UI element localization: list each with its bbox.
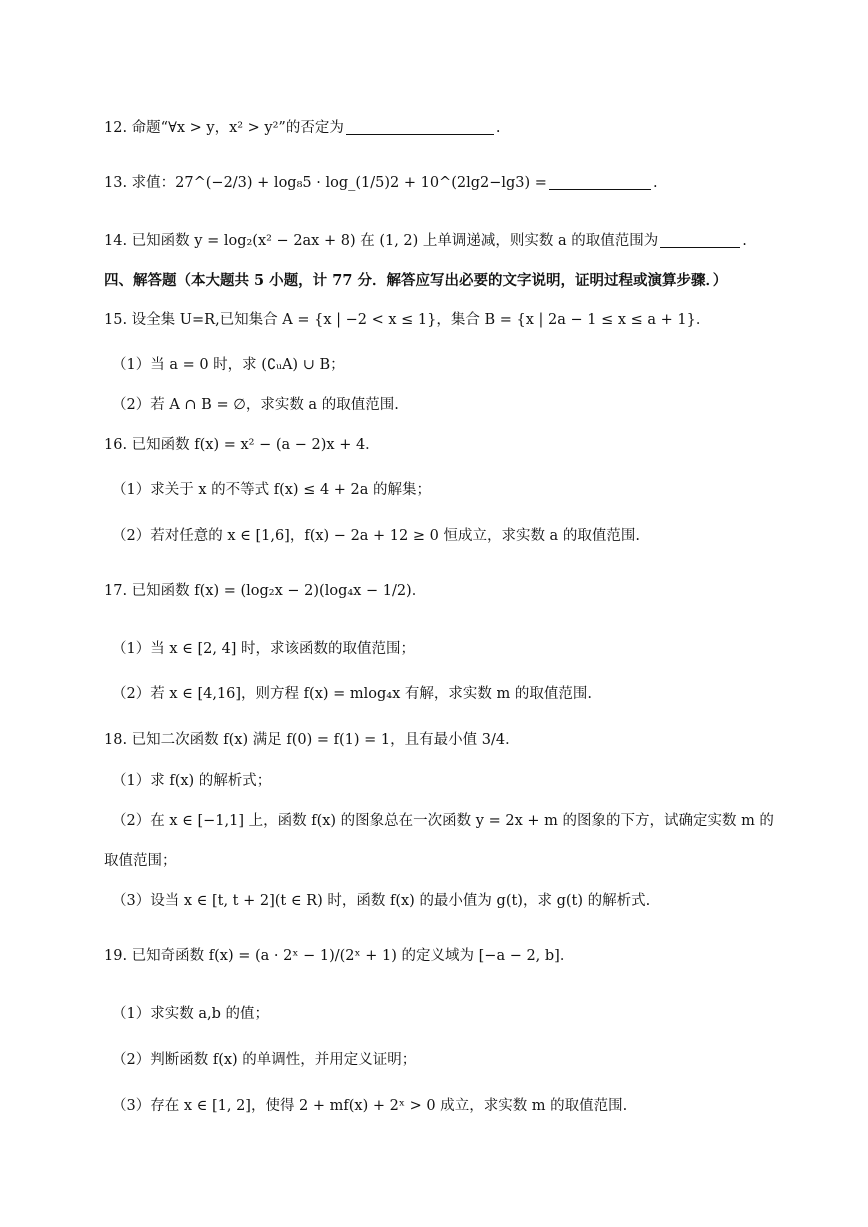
- question-14: 14. 已知函数 y = log₂(x² − 2ax + 8) 在 (1, 2) 上单调递减，则实数 a 的取值范围为 .: [104, 233, 747, 249]
- question-12-text: 12. 命题“∀x > y，x² > y²”的否定为: [104, 120, 344, 136]
- question-19-part-1: （1）求实数 a,b 的值；: [112, 1006, 269, 1022]
- question-18-part-2: （2）在 x ∈ [−1,1] 上，函数 f(x) 的图象总在一次函数 y = 2x + m 的图象的下方，试确定实数 m 的: [112, 813, 774, 829]
- question-17: 17. 已知函数 f(x) = (log₂x − 2)(log₄x − 1/2)．: [104, 583, 427, 599]
- question-16: 16. 已知函数 f(x) = x² − (a − 2)x + 4．: [104, 437, 380, 453]
- answer-blank[interactable]: [660, 247, 740, 248]
- question-17-part-1: （1）当 x ∈ [2, 4] 时，求该函数的取值范围；: [112, 641, 416, 657]
- question-18-part-3: （3）设当 x ∈ [t, t + 2](t ∈ R) 时，函数 f(x) 的最小值为 g(t)，求 g(t) 的解析式.: [112, 893, 651, 909]
- question-13-text: 13. 求值：27^(−2/3) + log₈5 · log_(1/5)2 + 10^(2lg2−lg3) =: [104, 175, 547, 191]
- question-15-part-2: （2）若 A ∩ B = ∅，求实数 a 的取值范围.: [112, 397, 399, 413]
- question-14-text: 14. 已知函数 y = log₂(x² − 2ax + 8) 在 (1, 2) 上单调递减，则实数 a 的取值范围为: [104, 233, 659, 249]
- question-19-part-2: （2）判断函数 f(x) 的单调性，并用定义证明；: [112, 1052, 417, 1068]
- question-19: 19. 已知奇函数 f(x) = (a · 2ˣ − 1)/(2ˣ + 1) 的定义域为 [−a − 2, b]．: [104, 948, 575, 964]
- section-heading: 四、解答题（本大题共 5 小题，计 77 分．解答应写出必要的文字说明，证明过程或演算步骤．）: [104, 272, 728, 289]
- question-17-part-2: （2）若 x ∈ [4,16]，则方程 f(x) = mlog₄x 有解，求实数 m 的取值范围.: [112, 686, 592, 702]
- question-18: 18. 已知二次函数 f(x) 满足 f(0) = f(1) = 1，且有最小值 3/4．: [104, 732, 520, 748]
- question-19-part-3: （3）存在 x ∈ [1, 2]，使得 2 + mf(x) + 2ˣ > 0 成立，求实数 m 的取值范围.: [112, 1098, 628, 1114]
- answer-blank[interactable]: [346, 134, 494, 135]
- question-13: 13. 求值：27^(−2/3) + log₈5 · log_(1/5)2 + 10^(2lg2−lg3) = .: [104, 175, 658, 191]
- answer-blank[interactable]: [549, 189, 651, 190]
- question-18-part-1: （1）求 f(x) 的解析式；: [112, 773, 272, 789]
- question-15-part-1: （1）当 a = 0 时，求 (∁ᵤA) ∪ B；: [112, 357, 345, 373]
- question-16-part-1: （1）求关于 x 的不等式 f(x) ≤ 4 + 2a 的解集；: [112, 482, 432, 498]
- question-12: 12. 命题“∀x > y，x² > y²”的否定为 .: [104, 120, 501, 136]
- question-18-part-2-continued: 取值范围；: [104, 853, 177, 869]
- question-16-part-2: （2）若对任意的 x ∈ [1,6]，f(x) − 2a + 12 ≥ 0 恒成立，求实数 a 的取值范围.: [112, 528, 640, 544]
- question-15: 15. 设全集 U=R,已知集合 A = {x | −2 < x ≤ 1}，集合 B = {x | 2a − 1 ≤ x ≤ a + 1}．: [104, 312, 711, 328]
